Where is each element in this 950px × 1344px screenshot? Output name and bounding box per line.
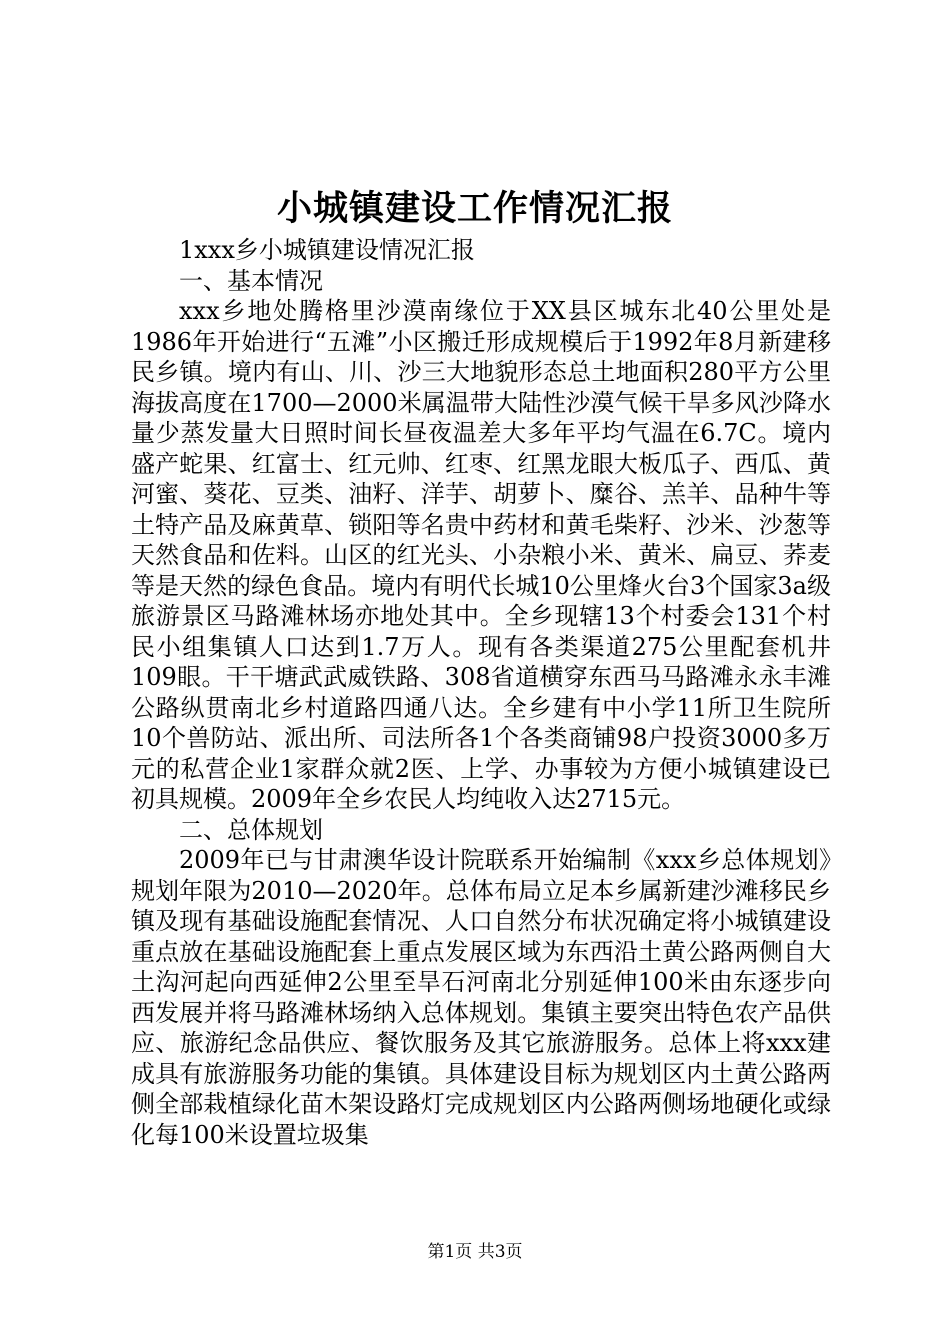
document-title: 小城镇建设工作情况汇报 [276,188,673,229]
section-heading-plan: 二、总体规划 [179,815,323,844]
section-heading-basic: 一、基本情况 [179,266,323,295]
paragraph-basic: xxx乡地处腾格里沙漠南缘位于XX县区城东北40公里处是1986年开始进行“五滩”小区搬迁形成规模后于1992年8月新建移民乡镇。境内有山、川、沙三大地貌形态总土地面积280平方公里海拔高度在1700—2000米属温带大陆性沙漠气候干旱多风沙降水量少蒸发量大日照时间长昼夜温差大多年平均气温在6.7C。境内盛产蛇果、红富士、红元帅、红枣、红黑龙眼大板瓜子、西瓜、黄河蜜、葵花、豆类、油籽、洋芋、胡萝卜、糜谷、羔羊、品种牛等土特产品及麻黄草、锁阳等名贵中药材和黄毛柴籽、沙米、沙葱等天然食品和佐料。山区的红光头、小杂粮小米、黄米、扁豆、荞麦等是天然的绿色食品。境内有明代长城10公里烽火台3个国家3a级旅游景区马路滩林场亦地处其中。全乡现辖13个村委会131个村民小组集镇人口达到1.7万人。现有各类渠道275公里配套机井109眼。干干塘武武威铁路、308省道横穿东西马马路滩永永丰滩公路纵贯南北乡村道路四通八达。全乡建有中小学11所卫生院所10个兽防站、派出所、司法所各1个各类商铺98户投资3000多万元的私营企业1家群众就2医、上学、办事较为方便小城镇建设已初具规模。2009年全乡农民人均纯收入达2715元。 [131,297,831,813]
page-footer: 第1页 共3页 [427,1242,523,1262]
paragraph-plan: 2009年已与甘肃澳华设计院联系开始编制《xxx乡总体规划》规划年限为2010—2020年。总体布局立足本乡属新建沙滩移民乡镇及现有基础设施配套情况、人口自然分布状况确定将小城镇建设重点放在基础设施配套上重点发展区域为东西沿土黄公路两侧自大土沟河起向西延伸2公里至旱石河南北分别延伸100米由东逐步向西发展并将马路滩林场纳入总体规划。集镇主要突出特色农产品供应、旅游纪念品供应、餐饮服务及其它旅游服务。总体上将xxx建成具有旅游服务功能的集镇。具体建设目标为规划区内土黄公路两侧全部栽植绿化苗木架设路灯完成规划区内公路两侧场地硬化或绿化每100米设置垃圾集 [131,846,831,1149]
document-body [131,235,831,1150]
section-subtitle: 1xxx乡小城镇建设情况汇报 [179,236,475,264]
